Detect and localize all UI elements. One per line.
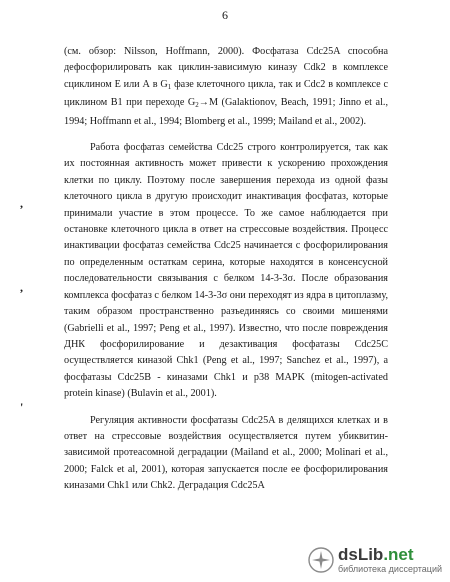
dslib-subtitle: библиотека диссертаций bbox=[337, 564, 442, 574]
margin-mark: , bbox=[20, 196, 23, 210]
page-number: 6 bbox=[222, 8, 228, 22]
dslib-brand: dsLib.net bbox=[337, 545, 414, 564]
paragraph-cdc25-regulation: Работа фосфатаз семейства Cdc25 строго контролируется, так как их постоянная активность может привести к ускорению прохождения клетки по циклу. Поэтому после завершения перехода из одной фазы клеточного цикла в другую происходит инактивация фосфатаз, которые принимали участие в этом процессе. То же самое наблюдается при остановке клеточного цикла в ответ на стрессовые воздействия. Процесс инактивации фосфатаз семейства Cdc25 начинается с фосфорилирования по определенным остаткам серина, которые находятся в консенсусной последовательности связывания с белком 14-3-3σ. После образования комплекса фосфатаз с белком 14-3-3σ они переходят из ядра в цитоплазму, таким образом пространственно разъединяясь со своими мишенями (Gabrielli et al., 1997; Peng et al., 1997). Известно, что после повреждения ДНК фосфорилирование и дезактивация фосфатазы Cdc25C осуществляется киназой Chk1 (Peng et al., 1997; Sanchez et al., 1997), а фосфатазы Cdc25B - киназами Chk1 и p38 MAPK (mitogen-activated protein kinase) (Bulavin et al., 2001). bbox=[64, 142, 388, 400]
paragraph-continuation: (см. обзор: Nilsson, Hoffmann, 2000). Фосфатаза Cdc25A способна дефосфорилировать как циклин-зависимую киназу Cdk2 в комплексе сциклином Е или А в $G_1$ фазе клеточного цикла, так и Cdc2 в комплексе с циклином В1 при переходе $G_2\to M$ (Galaktionov, Beach, 1991; Jinno et al., 1994; Hoffmann et al., 1994; Blomberg et al., 1999; Mailand et al., 2002). bbox=[64, 46, 388, 127]
margin-mark: , bbox=[20, 280, 23, 294]
document-body bbox=[64, 44, 388, 495]
dslib-logo-icon bbox=[308, 547, 334, 573]
margin-mark: ' bbox=[20, 400, 24, 414]
paragraph-cdc25a-activity: Регуляция активности фосфатазы Cdc25A в делящихся клетках и в ответ на стрессовые воздействия осуществляется путем убиквитин-зависимой протеасомной деградации (Mailand et al., 2000; Molinari et al., 2000; Falck et al, 2001), которая запускается после ее фосфорилирования киназами Chk1 или Chk2. Деградация Cdc25A bbox=[64, 414, 388, 492]
dslib-watermark bbox=[308, 546, 442, 574]
